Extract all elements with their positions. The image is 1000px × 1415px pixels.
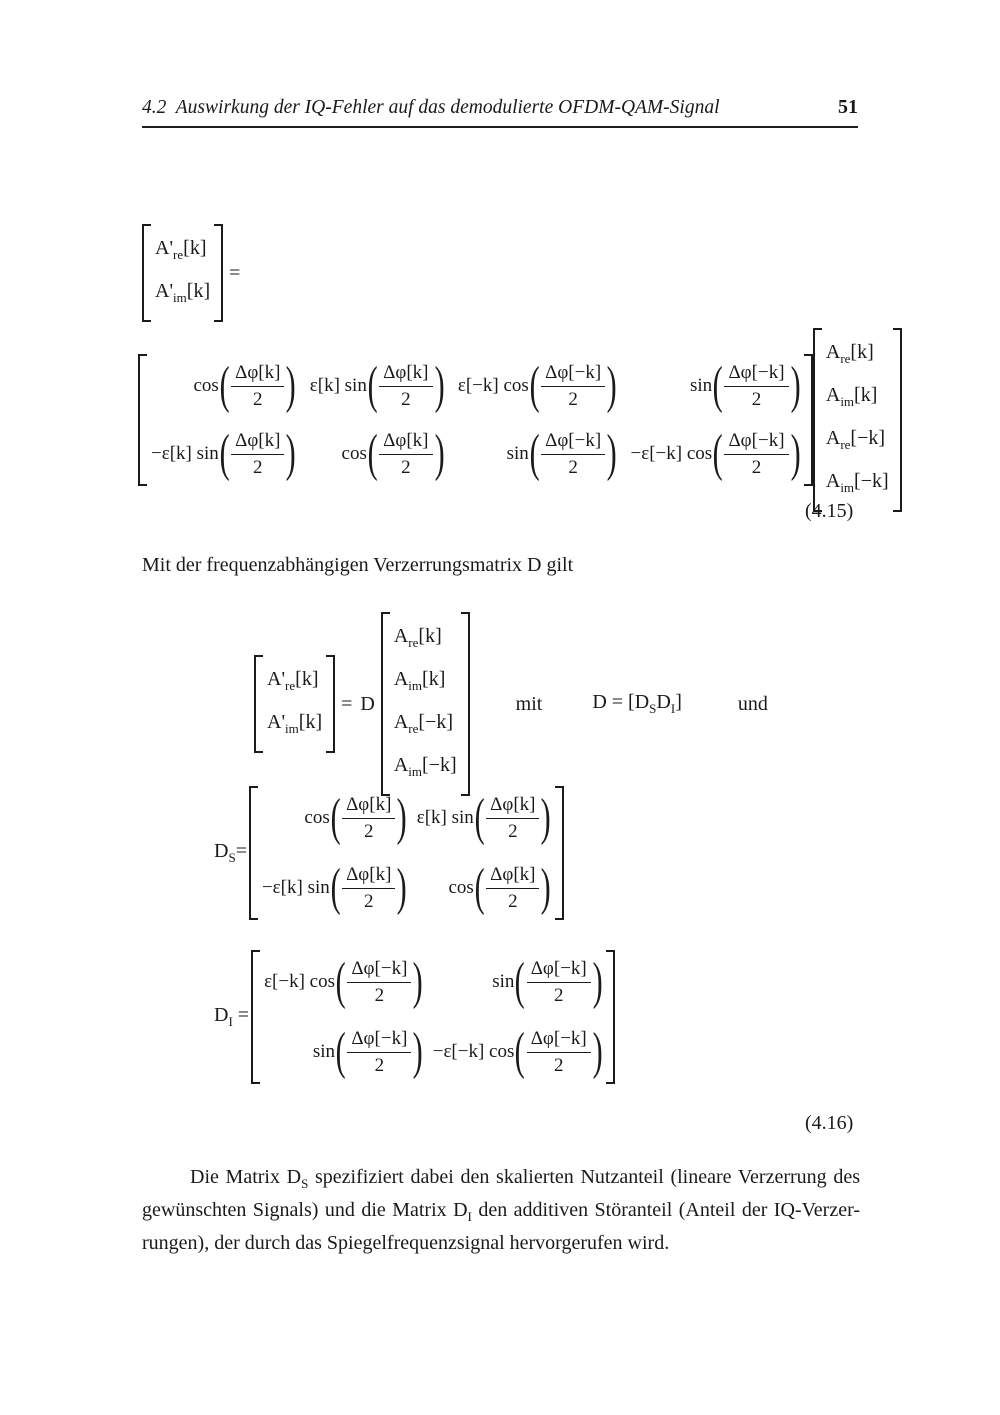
paragraph-text: gewünschten Signals) und die Matrix D — [142, 1199, 468, 1221]
fraction-denominator: 2 — [364, 890, 374, 912]
matrix-cell — [448, 859, 552, 916]
fraction-denominator: 2 — [253, 388, 263, 410]
symbol-arg: [k] — [418, 625, 442, 647]
fraction — [541, 362, 605, 411]
symbol-base: A — [393, 625, 409, 647]
fraction — [724, 362, 788, 411]
fraction — [342, 864, 395, 913]
equation-number-416: (4.16) — [805, 1112, 854, 1134]
symbol-arg: [k] — [295, 668, 319, 690]
cell-prefix: sin — [312, 1041, 336, 1062]
fraction-denominator: 2 — [401, 388, 411, 410]
big-paren-left: ( — [474, 789, 485, 846]
big-paren-right: ) — [286, 425, 297, 482]
word-und: und — [737, 692, 768, 715]
matrix-cell — [312, 1023, 424, 1080]
symbol-arg: [k] — [183, 237, 207, 259]
symbol-base: A — [825, 384, 841, 406]
lhs-vector — [254, 655, 335, 753]
fraction-numerator: Δφ[−k] — [724, 430, 788, 455]
fraction-numerator: Δφ[−k] — [347, 958, 411, 983]
big-paren-right: ) — [286, 357, 297, 414]
big-paren-left: ( — [330, 789, 341, 846]
symbol-base: A — [825, 427, 841, 449]
fraction-denominator: 2 — [553, 1054, 564, 1076]
subscript: im — [408, 764, 423, 779]
fraction-denominator: 2 — [508, 820, 518, 842]
fraction-numerator: Δφ[k] — [379, 362, 432, 387]
matrix-cell — [457, 357, 617, 414]
subscript: im — [408, 678, 423, 693]
symbol-arg: [k] — [850, 341, 874, 363]
fraction — [724, 430, 788, 479]
paragraph-text: den additiven Störanteil (Anteil der IQ-Verzer- — [471, 1199, 861, 1221]
fraction — [527, 1028, 591, 1077]
vector-entry — [267, 704, 322, 747]
subscript: I — [670, 701, 676, 716]
distortion-matrix — [138, 354, 813, 486]
symbol-arg: [k] — [854, 384, 878, 406]
fraction — [231, 362, 284, 411]
fraction — [347, 958, 411, 1007]
big-paren-left: ( — [367, 357, 378, 414]
fraction-denominator: 2 — [553, 984, 564, 1006]
big-paren-right: ) — [434, 425, 445, 482]
big-paren-right: ) — [592, 1023, 603, 1080]
big-paren-left: ( — [529, 425, 540, 482]
vector-entry — [826, 334, 889, 377]
subscript: re — [408, 721, 419, 736]
cell-prefix: cos — [341, 443, 367, 464]
subscript: I — [467, 1209, 472, 1224]
cell-prefix: cos — [193, 375, 219, 396]
big-paren-left: ( — [474, 859, 485, 916]
fraction-denominator: 2 — [253, 456, 263, 478]
fraction — [486, 794, 539, 843]
symbol-base: D — [214, 1004, 229, 1026]
fraction-denominator: 2 — [374, 1054, 385, 1076]
subscript: im — [840, 394, 855, 409]
symbol-base: A' — [155, 280, 174, 302]
symbol-arg: [−k] — [422, 754, 457, 776]
cell-prefix: ε[k] sin — [416, 807, 474, 828]
input-vector — [381, 612, 470, 796]
equation-415-lhs — [142, 224, 246, 322]
symbol-base: D — [656, 691, 671, 713]
subscript: I — [228, 1014, 233, 1029]
lhs-vector — [142, 224, 223, 322]
equation-415-matrix — [138, 328, 902, 512]
vector-entry — [826, 420, 889, 463]
big-paren-right: ) — [434, 357, 445, 414]
symbol-base: A' — [267, 711, 286, 733]
big-paren-left: ( — [330, 859, 341, 916]
big-paren-left: ( — [515, 1023, 526, 1080]
big-paren-left: ( — [367, 425, 378, 482]
matrix-cell — [492, 953, 603, 1010]
fraction-numerator: Δφ[k] — [342, 794, 395, 819]
symbol-base: A' — [267, 668, 286, 690]
fraction — [541, 430, 605, 479]
fraction-numerator: Δφ[−k] — [724, 362, 788, 387]
big-paren-right: ) — [790, 357, 801, 414]
symbol-arg: [k] — [186, 280, 211, 302]
big-paren-right: ) — [790, 425, 801, 482]
equation-number-415: (4.15) — [805, 500, 854, 522]
big-paren-right: ) — [592, 953, 603, 1010]
subscript: im — [285, 721, 299, 736]
subscript: S — [228, 850, 236, 865]
paragraph-text: Die Matrix D — [190, 1166, 302, 1188]
cell-prefix: −ε[−k] cos — [630, 443, 713, 464]
big-paren-left: ( — [219, 425, 230, 482]
symbol-base: D — [592, 691, 607, 713]
fraction-numerator: Δφ[k] — [379, 430, 432, 455]
big-paren-right: ) — [541, 859, 552, 916]
section-title: 4.2 Auswirkung der IQ-Fehler auf das demodulierte OFDM-QAM-Signal — [142, 97, 720, 118]
fraction-denominator: 2 — [568, 456, 578, 478]
fraction-numerator: Δφ[k] — [342, 864, 395, 889]
fraction — [379, 430, 432, 479]
big-paren-right: ) — [541, 789, 552, 846]
subscript: im — [173, 290, 187, 305]
right-bracket: ] — [675, 691, 682, 713]
fraction-numerator: Δφ[−k] — [527, 1028, 591, 1053]
big-paren-left: ( — [712, 425, 723, 482]
cell-prefix: sin — [506, 443, 529, 464]
subscript: re — [840, 351, 851, 366]
fraction-numerator: Δφ[k] — [486, 864, 539, 889]
matrix-cell — [309, 357, 445, 414]
symbol-base: A — [825, 470, 841, 492]
big-paren-right: ) — [413, 1023, 424, 1080]
big-paren-left: ( — [335, 1023, 346, 1080]
vector-entry — [394, 618, 457, 661]
big-paren-left: ( — [515, 953, 526, 1010]
subscript: re — [408, 635, 419, 650]
equation-di — [214, 950, 615, 1084]
subscript: re — [173, 247, 184, 262]
paragraph-line — [142, 1197, 860, 1230]
matrix-cell — [630, 425, 801, 482]
symbol-base: A — [393, 711, 409, 733]
word-mit: mit — [515, 692, 543, 715]
symbol-arg: [k] — [298, 711, 323, 733]
big-paren-right: ) — [606, 357, 617, 414]
matrix-cell — [416, 789, 552, 846]
cell-prefix: sin — [689, 375, 713, 396]
fraction — [347, 1028, 411, 1077]
cell-prefix: −ε[−k] cos — [432, 1041, 515, 1062]
fraction-numerator: Δφ[−k] — [347, 1028, 411, 1053]
symbol-base: A — [393, 754, 409, 776]
fraction-denominator: 2 — [751, 388, 762, 410]
cell-prefix: −ε[k] sin — [151, 443, 219, 464]
symbol-base: A' — [155, 237, 174, 259]
equation-d-definition — [254, 612, 768, 796]
vector-entry — [155, 273, 210, 316]
ds-matrix — [249, 786, 564, 920]
fraction — [379, 362, 432, 411]
symbol-base: A — [825, 341, 841, 363]
fraction-denominator: 2 — [401, 456, 411, 478]
big-paren-right: ) — [397, 789, 408, 846]
matrix-cell — [264, 953, 424, 1010]
vector-entry — [394, 661, 457, 704]
symbol-arg: [−k] — [850, 427, 886, 449]
symbol-base: D — [214, 840, 229, 862]
symbol-arg: [k] — [422, 668, 446, 690]
subscript: re — [840, 437, 851, 452]
paragraph-line — [142, 1230, 860, 1257]
vector-entry — [394, 747, 457, 790]
cell-prefix: ε[−k] cos — [457, 375, 529, 396]
fraction-denominator: 2 — [374, 984, 385, 1006]
fraction-denominator: 2 — [568, 388, 578, 410]
big-paren-left: ( — [712, 357, 723, 414]
fraction — [486, 864, 539, 913]
fraction — [342, 794, 395, 843]
ds-label — [214, 840, 247, 866]
big-paren-left: ( — [219, 357, 230, 414]
left-bracket: [ — [628, 691, 635, 713]
paragraph-line — [142, 1164, 860, 1197]
cell-prefix: sin — [492, 971, 515, 992]
body-paragraph — [142, 1164, 860, 1257]
equals-sign: = — [237, 1004, 250, 1026]
matrix-cell — [506, 425, 617, 482]
big-paren-right: ) — [606, 425, 617, 482]
matrix-cell — [261, 859, 408, 916]
matrix-cell — [432, 1023, 603, 1080]
matrix-cell — [341, 425, 445, 482]
subscript: re — [285, 678, 296, 693]
cell-prefix: −ε[k] sin — [261, 877, 330, 898]
input-vector — [813, 328, 902, 512]
fraction-denominator: 2 — [751, 456, 762, 478]
vector-entry — [267, 661, 322, 704]
symbol-base: D — [634, 691, 650, 713]
page-header — [142, 96, 858, 128]
d-composition — [592, 691, 682, 717]
matrix-cell — [151, 425, 297, 482]
big-paren-right: ) — [413, 953, 424, 1010]
intro-text: Mit der frequenzabhängigen Verzerrungsmatrix D gilt — [142, 554, 574, 576]
matrix-cell — [193, 357, 297, 414]
big-paren-left: ( — [529, 357, 540, 414]
fraction-denominator: 2 — [508, 890, 518, 912]
symbol-arg: [−k] — [418, 711, 454, 733]
di-matrix — [251, 950, 615, 1084]
fraction-denominator: 2 — [364, 820, 374, 842]
fraction — [231, 430, 284, 479]
equals-sign: = — [229, 261, 241, 284]
vector-entry — [155, 230, 210, 273]
matrix-cell — [689, 357, 801, 414]
cell-prefix: cos — [304, 807, 330, 828]
matrix-d-symbol: D — [360, 692, 375, 715]
fraction-numerator: Δφ[k] — [231, 362, 284, 387]
page-number: 51 — [838, 96, 858, 118]
fraction — [527, 958, 591, 1007]
subscript: S — [301, 1176, 309, 1191]
equals-sign: = — [341, 692, 353, 715]
subscript: S — [649, 701, 657, 716]
fraction-numerator: Δφ[k] — [231, 430, 284, 455]
cell-prefix: ε[−k] cos — [264, 971, 336, 992]
di-label — [214, 1004, 249, 1030]
symbol-arg: [−k] — [854, 470, 889, 492]
equals-sign: = — [235, 840, 247, 862]
vector-entry — [394, 704, 457, 747]
vector-entry — [826, 377, 889, 420]
cell-prefix: cos — [448, 877, 474, 898]
subscript: im — [840, 480, 855, 495]
symbol-base: A — [393, 668, 409, 690]
matrix-cell — [304, 789, 408, 846]
big-paren-left: ( — [335, 953, 346, 1010]
cell-prefix: ε[k] sin — [309, 375, 367, 396]
fraction-numerator: Δφ[k] — [486, 794, 539, 819]
paragraph-text: spezifiziert dabei den skalierten Nutzanteil (lineare Verzerrung des — [308, 1166, 860, 1188]
fraction-numerator: Δφ[−k] — [541, 430, 605, 455]
paragraph-text: rungen), der durch das Spiegelfrequenzsignal hervorgerufen wird. — [142, 1232, 670, 1254]
equation-ds — [214, 786, 564, 920]
fraction-numerator: Δφ[−k] — [527, 958, 591, 983]
equals-sign: = — [611, 691, 624, 713]
fraction-numerator: Δφ[−k] — [541, 362, 605, 387]
big-paren-right: ) — [397, 859, 408, 916]
